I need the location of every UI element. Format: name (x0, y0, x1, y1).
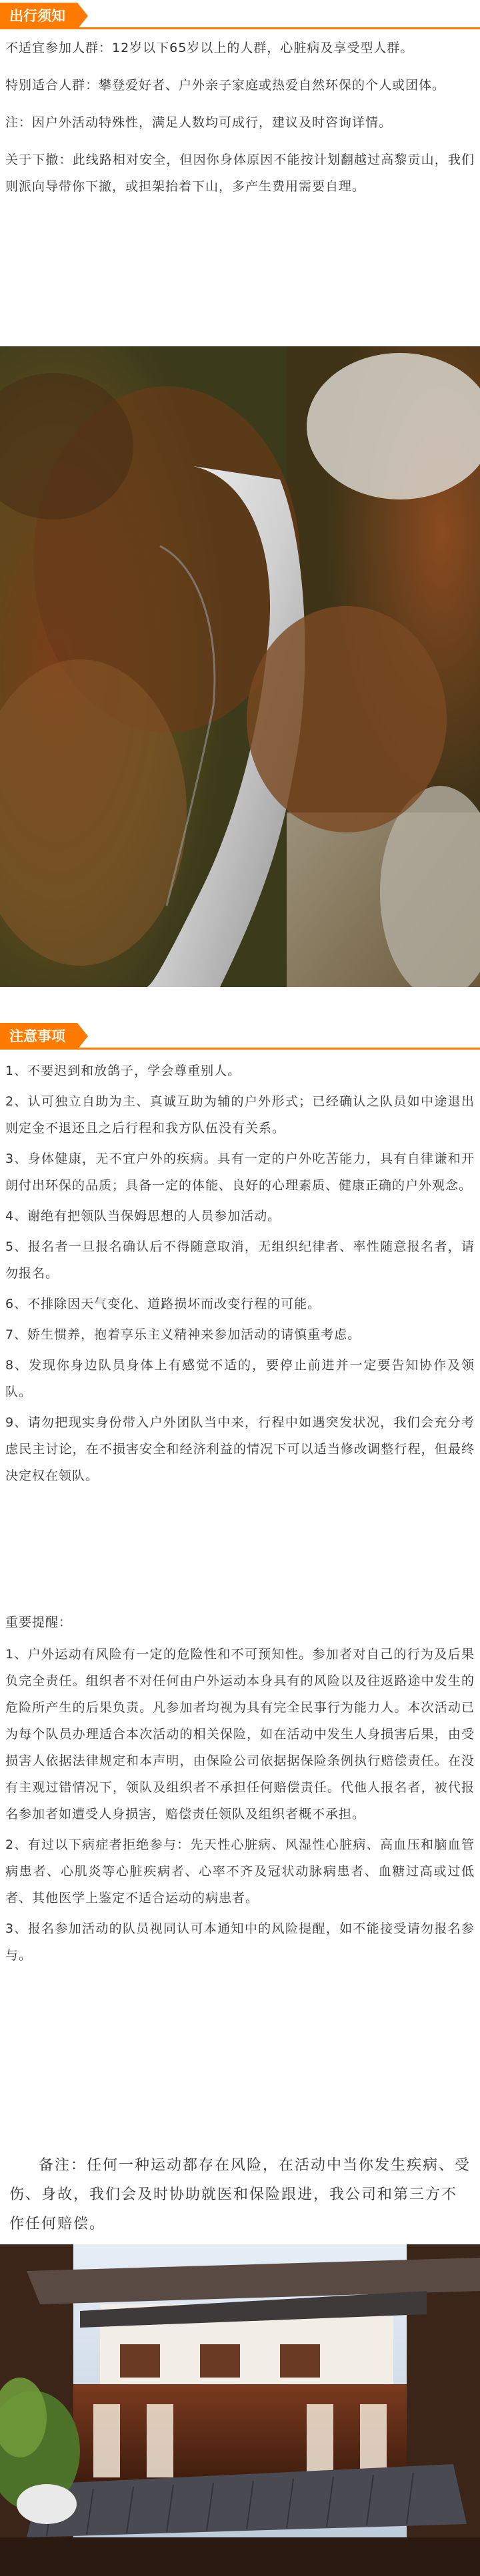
remark-section (0, 2151, 480, 2239)
moss-rock-image (0, 346, 480, 987)
attention-tag (0, 1023, 77, 1050)
warning-heading: 重要提醒： (5, 1615, 73, 1630)
warning-item: 3、报名参加活动的队员视同认可本通知中的风险提醒，如不能接受请勿报名参与。 (5, 1921, 475, 1963)
attention-item: 4、谢绝有把领队当保姆思想的人员参加活动。 (5, 1209, 281, 1223)
notice-paragraph: 注：因户外活动特殊性，满足人数均可成行，建议及时咨询详情。 (5, 115, 393, 130)
attention-item: 2、认可独立自助为主、真诚互助为辅的户外形式；已经确认之队员如中途退出则定金不退还且之后行程和我方队伍没有关系。 (5, 1094, 475, 1135)
notice-paragraph: 不适宜参加人群：12岁以下65岁以上的人群，心脏病及享受型人群。 (5, 41, 414, 55)
attention-item: 1、不要迟到和放鸽子，学会尊重别人。 (5, 1064, 241, 1078)
attention-section (0, 1058, 480, 1489)
attention-item: 5、报名者一旦报名确认后不得随意取消，无组织纪律者、率性随意报名者，请勿报名。 (5, 1239, 475, 1281)
attention-item: 6、不排除因天气变化、道路损坏而改变行程的可能。 (5, 1297, 321, 1311)
attention-tag-rule (0, 1048, 480, 1050)
attention-item: 7、娇生惯养，抱着享乐主义精神来参加活动的请慎重考虑。 (5, 1327, 361, 1342)
warning-item: 1、户外运动有风险有一定的危险性和不可预知性。参加者对自己的行为及后果负完全责任。组织者不对任何由户外运动本身具有的风险以及往返路途中发生的危险所产生的后果负责。凡参加者均视为具有完全民事行为能力人。本次活动已为每个队员办理适合本次活动的相关保险，如在活动中发生人身损害后果，由受损害人依据法律规定和本声明，由保险公司依据据保险条例执行赔偿责任。在没有主观过错情况下，领队及组织者不承担任何赔偿责任。代他人报名者，被代报名参加者如遭受人身损害，赔偿责任领队及组织者概不承担。 (5, 1647, 475, 1821)
notice-paragraph: 关于下撤：此线路相对安全，但因你身体原因不能按计划翻越过高黎贡山，我们则派向导带你下撤，或担架抬着下山，多产生费用需要自理。 (5, 153, 475, 194)
courtyard-image (0, 2244, 480, 2576)
warning-section (0, 1609, 480, 1969)
notice-paragraph: 特别适合人群：攀登爱好者、户外亲子家庭或热爱自然环保的个人或团体。 (5, 78, 446, 93)
remark-text: 备注：任何一种运动都存在风险，在活动中当你发生疾病、受伤、身故，我们会及时协助就医和保险跟进，我公司和第三方不作任何赔偿。 (9, 2157, 471, 2232)
attention-item: 3、身体健康，无不宜户外的疾病。具有一定的户外吃苦能力，具有自律谦和开朗付出环保的品质；具备一定的体能、良好的心理素质、健康正确的户外观念。 (5, 1151, 475, 1193)
attention-item: 9、请勿把现实身份带入户外团队当中来，行程中如遇突发状况，我们会充分考虑民主讨论，在不损害安全和经济利益的情况下可以适当修改调整行程，但最终决定权在领队。 (5, 1415, 475, 1483)
notice-tag-label: 出行须知 (9, 8, 65, 24)
notice-tag-rule (0, 27, 480, 29)
attention-tag-label: 注意事项 (9, 1028, 65, 1044)
attention-item: 8、发现你身边队员身体上有感觉不适的，要停止前进并一定要告知协作及领队。 (5, 1358, 475, 1399)
warning-item: 2、有过以下病症者拒绝参与：先天性心脏病、风湿性心脏病、高血压和脑血管病患者、心肌炎等心脏疾病者、心率不齐及冠状动脉病患者、血糖过高或过低者、其他医学上鉴定不适合运动的病患者。 (5, 1837, 475, 1905)
notice-tag (0, 3, 77, 29)
courtyard-photo (0, 2244, 480, 2576)
notice-section (0, 35, 480, 200)
moss-rock-photo (0, 346, 480, 987)
